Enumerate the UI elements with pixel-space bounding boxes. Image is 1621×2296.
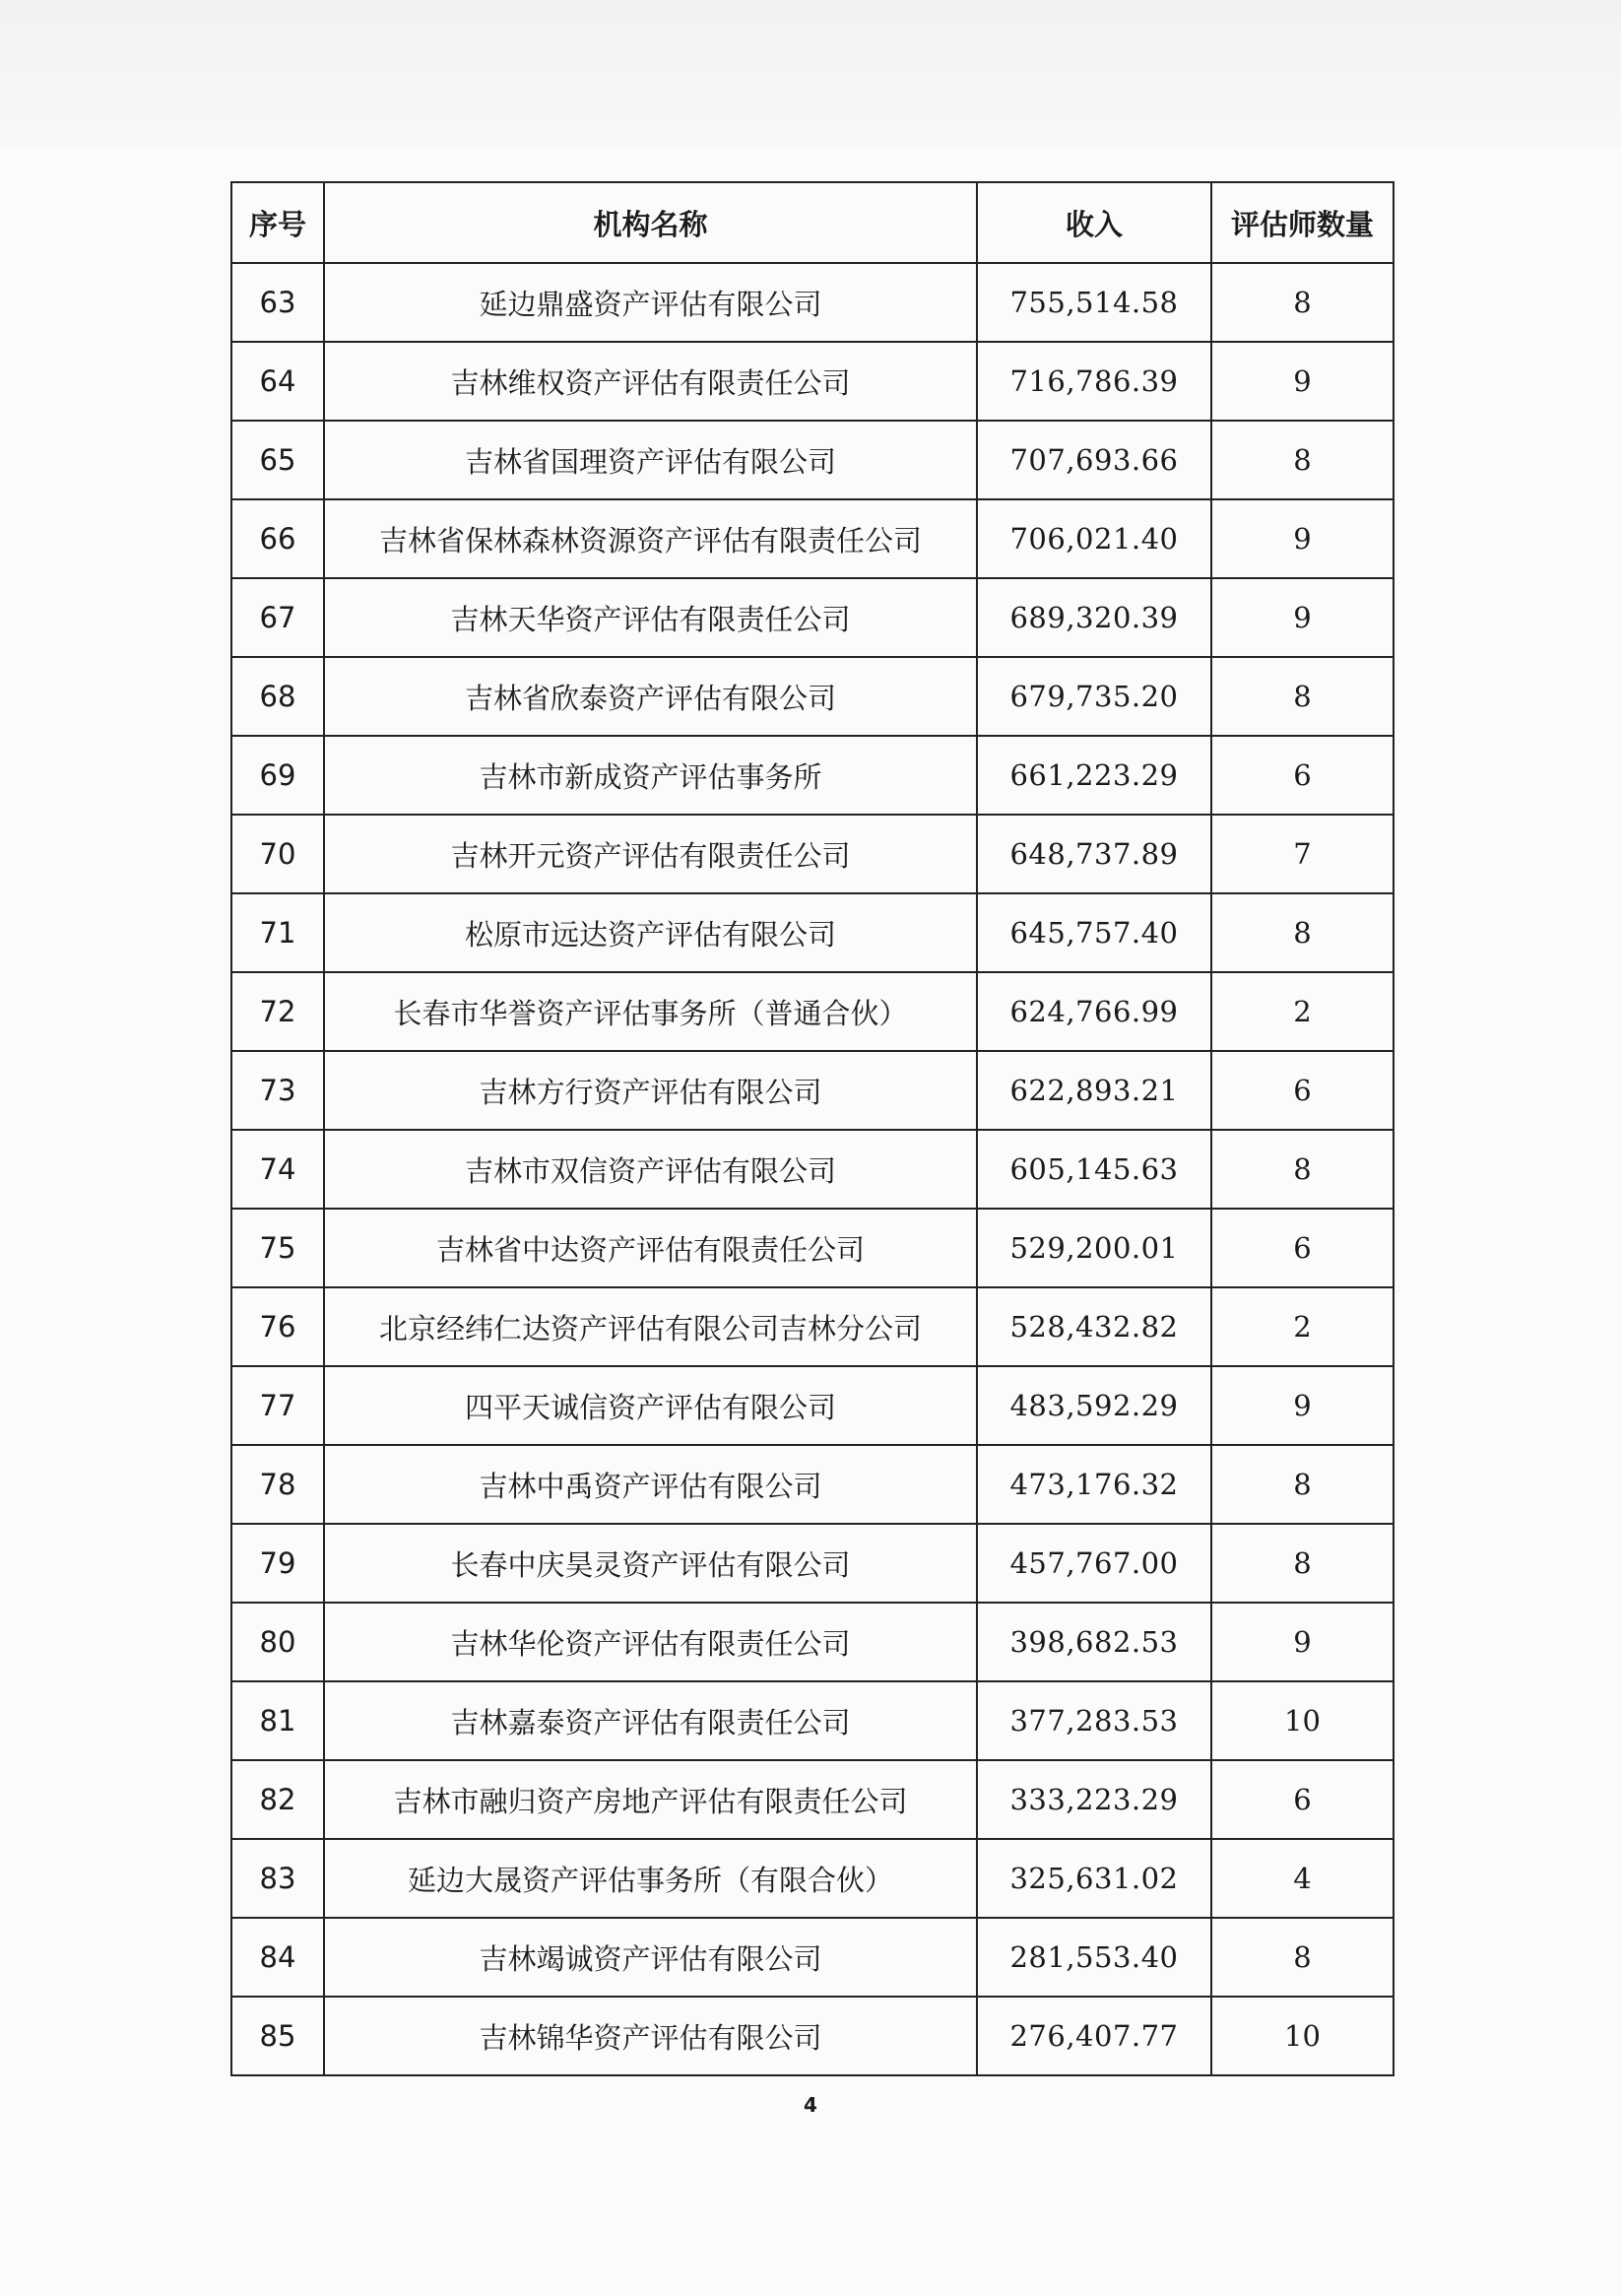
row-number-cell: 81 — [231, 1681, 324, 1760]
header-income: 收入 — [977, 182, 1211, 263]
income-cell: 281,553.40 — [977, 1918, 1211, 1997]
institution-name-cell: 松原市远达资产评估有限公司 — [324, 893, 977, 972]
table-row — [231, 1918, 1394, 1997]
institution-name-cell: 吉林中禹资产评估有限公司 — [324, 1445, 977, 1524]
appraiser-count-cell: 9 — [1211, 342, 1394, 421]
institution-name-cell: 吉林锦华资产评估有限公司 — [324, 1997, 977, 2075]
table-row — [231, 1366, 1394, 1445]
row-number-cell: 65 — [231, 421, 324, 499]
row-number-cell: 80 — [231, 1603, 324, 1681]
income-cell: 624,766.99 — [977, 972, 1211, 1051]
row-number-cell: 66 — [231, 499, 324, 578]
appraiser-count-cell: 8 — [1211, 1918, 1394, 1997]
appraiser-count-cell: 8 — [1211, 893, 1394, 972]
income-cell: 473,176.32 — [977, 1445, 1211, 1524]
institution-name-cell: 吉林省保林森林资源资产评估有限责任公司 — [324, 499, 977, 578]
income-cell: 333,223.29 — [977, 1760, 1211, 1839]
institution-name-cell: 吉林天华资产评估有限责任公司 — [324, 578, 977, 657]
table-row — [231, 1445, 1394, 1524]
page-number: 4 — [804, 2093, 817, 2117]
row-number-cell: 69 — [231, 736, 324, 815]
table-row — [231, 972, 1394, 1051]
table-row — [231, 657, 1394, 736]
row-number-cell: 63 — [231, 263, 324, 342]
row-number-cell: 72 — [231, 972, 324, 1051]
income-cell: 706,021.40 — [977, 499, 1211, 578]
table-row — [231, 893, 1394, 972]
row-number-cell: 67 — [231, 578, 324, 657]
registry-table-container — [230, 181, 1393, 2076]
appraiser-count-cell: 8 — [1211, 657, 1394, 736]
row-number-cell: 71 — [231, 893, 324, 972]
income-cell: 528,432.82 — [977, 1287, 1211, 1366]
institution-name-cell: 北京经纬仁达资产评估有限公司吉林分公司 — [324, 1287, 977, 1366]
income-cell: 398,682.53 — [977, 1603, 1211, 1681]
income-cell: 457,767.00 — [977, 1524, 1211, 1603]
row-number-cell: 73 — [231, 1051, 324, 1130]
institution-name-cell: 吉林嘉泰资产评估有限责任公司 — [324, 1681, 977, 1760]
income-cell: 707,693.66 — [977, 421, 1211, 499]
row-number-cell: 82 — [231, 1760, 324, 1839]
table-row — [231, 263, 1394, 342]
appraiser-count-cell: 9 — [1211, 499, 1394, 578]
income-cell: 716,786.39 — [977, 342, 1211, 421]
institution-name-cell: 长春市华誉资产评估事务所（普通合伙） — [324, 972, 977, 1051]
income-cell: 483,592.29 — [977, 1366, 1211, 1445]
table-row — [231, 578, 1394, 657]
institution-name-cell: 吉林省中达资产评估有限责任公司 — [324, 1209, 977, 1287]
appraiser-count-cell: 8 — [1211, 1130, 1394, 1209]
row-number-cell: 70 — [231, 815, 324, 893]
institution-name-cell: 长春中庆昊灵资产评估有限公司 — [324, 1524, 977, 1603]
header-count: 评估师数量 — [1211, 182, 1394, 263]
table-header — [231, 182, 1394, 263]
income-cell: 377,283.53 — [977, 1681, 1211, 1760]
income-cell: 689,320.39 — [977, 578, 1211, 657]
table-row — [231, 1051, 1394, 1130]
row-number-cell: 75 — [231, 1209, 324, 1287]
table-row — [231, 342, 1394, 421]
registry-table — [230, 181, 1394, 2076]
appraiser-count-cell: 9 — [1211, 1603, 1394, 1681]
income-cell: 661,223.29 — [977, 736, 1211, 815]
income-cell: 679,735.20 — [977, 657, 1211, 736]
institution-name-cell: 延边大晟资产评估事务所（有限合伙） — [324, 1839, 977, 1918]
institution-name-cell: 吉林方行资产评估有限公司 — [324, 1051, 977, 1130]
appraiser-count-cell: 4 — [1211, 1839, 1394, 1918]
row-number-cell: 79 — [231, 1524, 324, 1603]
income-cell: 645,757.40 — [977, 893, 1211, 972]
institution-name-cell: 吉林省国理资产评估有限公司 — [324, 421, 977, 499]
row-number-cell: 83 — [231, 1839, 324, 1918]
table-row — [231, 1209, 1394, 1287]
row-number-cell: 64 — [231, 342, 324, 421]
institution-name-cell: 吉林竭诚资产评估有限公司 — [324, 1918, 977, 1997]
income-cell: 276,407.77 — [977, 1997, 1211, 2075]
table-row — [231, 1839, 1394, 1918]
row-number-cell: 74 — [231, 1130, 324, 1209]
header-name: 机构名称 — [324, 182, 977, 263]
institution-name-cell: 吉林市双信资产评估有限公司 — [324, 1130, 977, 1209]
table-row — [231, 1760, 1394, 1839]
income-cell: 622,893.21 — [977, 1051, 1211, 1130]
appraiser-count-cell: 8 — [1211, 1524, 1394, 1603]
appraiser-count-cell: 9 — [1211, 578, 1394, 657]
institution-name-cell: 四平天诚信资产评估有限公司 — [324, 1366, 977, 1445]
header-no: 序号 — [231, 182, 324, 263]
row-number-cell: 85 — [231, 1997, 324, 2075]
income-cell: 529,200.01 — [977, 1209, 1211, 1287]
institution-name-cell: 吉林市新成资产评估事务所 — [324, 736, 977, 815]
appraiser-count-cell: 6 — [1211, 1760, 1394, 1839]
appraiser-count-cell: 10 — [1211, 1681, 1394, 1760]
appraiser-count-cell: 7 — [1211, 815, 1394, 893]
row-number-cell: 76 — [231, 1287, 324, 1366]
income-cell: 325,631.02 — [977, 1839, 1211, 1918]
table-body — [231, 263, 1394, 2075]
institution-name-cell: 吉林省欣泰资产评估有限公司 — [324, 657, 977, 736]
appraiser-count-cell: 2 — [1211, 972, 1394, 1051]
header-row — [231, 182, 1394, 263]
institution-name-cell: 吉林市融归资产房地产评估有限责任公司 — [324, 1760, 977, 1839]
institution-name-cell: 吉林维权资产评估有限责任公司 — [324, 342, 977, 421]
income-cell: 648,737.89 — [977, 815, 1211, 893]
income-cell: 605,145.63 — [977, 1130, 1211, 1209]
table-row — [231, 1524, 1394, 1603]
appraiser-count-cell: 6 — [1211, 736, 1394, 815]
income-cell: 755,514.58 — [977, 263, 1211, 342]
table-row — [231, 421, 1394, 499]
institution-name-cell: 吉林开元资产评估有限责任公司 — [324, 815, 977, 893]
table-row — [231, 1997, 1394, 2075]
row-number-cell: 77 — [231, 1366, 324, 1445]
appraiser-count-cell: 10 — [1211, 1997, 1394, 2075]
appraiser-count-cell: 8 — [1211, 1445, 1394, 1524]
row-number-cell: 84 — [231, 1918, 324, 1997]
appraiser-count-cell: 8 — [1211, 263, 1394, 342]
table-row — [231, 1287, 1394, 1366]
table-row — [231, 736, 1394, 815]
row-number-cell: 68 — [231, 657, 324, 736]
appraiser-count-cell: 6 — [1211, 1209, 1394, 1287]
institution-name-cell: 延边鼎盛资产评估有限公司 — [324, 263, 977, 342]
table-row — [231, 1681, 1394, 1760]
table-row — [231, 1130, 1394, 1209]
appraiser-count-cell: 8 — [1211, 421, 1394, 499]
table-row — [231, 499, 1394, 578]
table-row — [231, 1603, 1394, 1681]
institution-name-cell: 吉林华伦资产评估有限责任公司 — [324, 1603, 977, 1681]
appraiser-count-cell: 2 — [1211, 1287, 1394, 1366]
table-row — [231, 815, 1394, 893]
appraiser-count-cell: 9 — [1211, 1366, 1394, 1445]
row-number-cell: 78 — [231, 1445, 324, 1524]
appraiser-count-cell: 6 — [1211, 1051, 1394, 1130]
scan-top-band — [0, 0, 1621, 148]
